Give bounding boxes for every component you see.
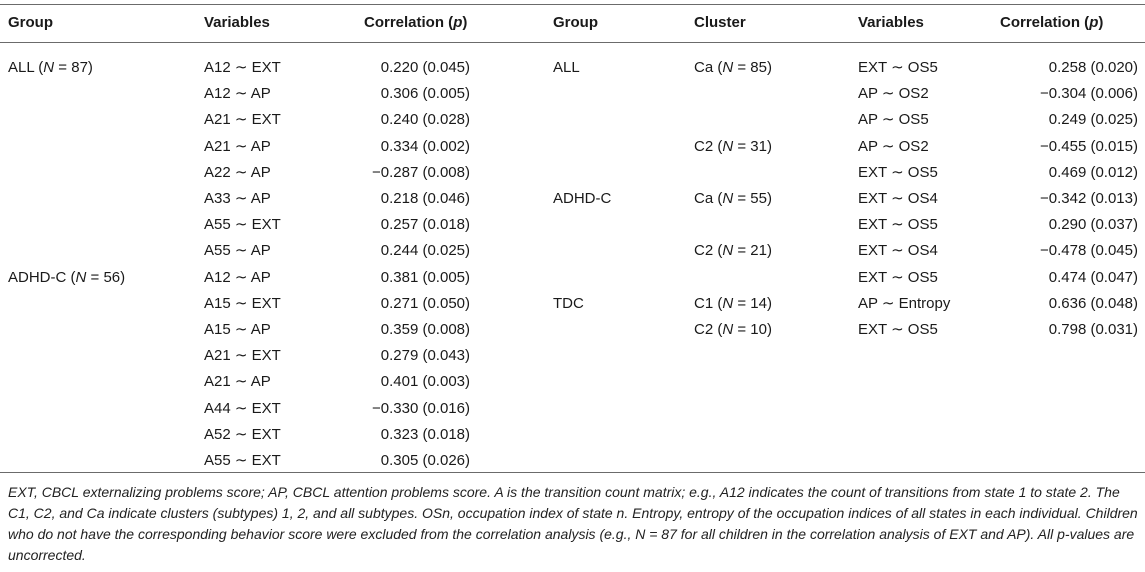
left-correlation-cell: 0.271 (0.050) <box>380 294 470 312</box>
right-variables-cell: EXT ∼ OS4 <box>858 190 938 207</box>
left-variables-cell: A21 ∼ AP <box>204 373 271 391</box>
right-group-label: ADHD-C <box>553 190 612 207</box>
right-cluster-label: C2 (N = 21) <box>694 242 772 260</box>
left-variables-cell: A55 ∼ EXT <box>204 216 281 234</box>
right-variables-cell: EXT ∼ OS5 <box>858 321 938 338</box>
right-variables-cell: AP ∼ OS2 <box>858 137 929 155</box>
left-correlation-cell: −0.330 (0.016) <box>372 399 470 417</box>
right-cluster-label: Ca (N = 85) <box>694 59 772 76</box>
right-cluster-label: C1 (N = 14) <box>694 294 772 312</box>
right-cluster-label: Ca (N = 55) <box>694 190 772 207</box>
left-correlation-cell: 0.359 (0.008) <box>380 321 470 338</box>
right-correlation-cell: 0.290 (0.037) <box>1048 216 1138 234</box>
right-variables-cell: EXT ∼ OS5 <box>858 216 938 234</box>
header-left-group: Group <box>8 14 53 31</box>
left-variables-cell: A21 ∼ AP <box>204 137 271 155</box>
right-correlation-cell: 0.469 (0.012) <box>1048 163 1138 181</box>
left-variables-cell: A15 ∼ AP <box>204 321 271 338</box>
header-right-cluster: Cluster <box>694 14 746 31</box>
right-group-label: ALL <box>553 59 580 76</box>
right-cluster-label: C2 (N = 10) <box>694 321 772 338</box>
left-correlation-cell: 0.401 (0.003) <box>380 373 470 391</box>
top-rule <box>0 4 1145 5</box>
header-right-correlation: Correlation (p) <box>1000 14 1104 31</box>
header-left-variables: Variables <box>204 14 270 31</box>
left-correlation-cell: 0.381 (0.005) <box>380 268 470 286</box>
header-right-variables: Variables <box>858 14 924 31</box>
right-correlation-cell: 0.258 (0.020) <box>1048 59 1138 76</box>
left-correlation-cell: −0.287 (0.008) <box>372 163 470 181</box>
right-variables-cell: EXT ∼ OS5 <box>858 163 938 181</box>
right-correlation-cell: −0.342 (0.013) <box>1040 190 1138 207</box>
header-rule <box>0 42 1145 43</box>
left-correlation-cell: 0.244 (0.025) <box>380 242 470 260</box>
right-correlation-cell: 0.798 (0.031) <box>1048 321 1138 338</box>
left-variables-cell: A12 ∼ AP <box>204 268 271 286</box>
header-left-correlation: Correlation (p) <box>364 14 468 31</box>
right-variables-cell: EXT ∼ OS5 <box>858 268 938 286</box>
right-correlation-cell: 0.474 (0.047) <box>1048 268 1138 286</box>
left-variables-cell: A55 ∼ AP <box>204 242 271 260</box>
right-group-label: TDC <box>553 294 584 312</box>
table-footnote: EXT, CBCL externalizing problems score; AP, CBCL attention problems score. A is the transition count matrix; e.g., A12 indicates the count of transitions from state 1 to state 2. The C1, C2, and Ca indicate clusters (subtypes) 1, 2, and all subtypes. OSn, occupation index of state n. Entropy, entropy of the occupation indices of all states in each individual. Children who do not have the corresponding behavior score were excluded from the correlation analysis (e.g., N = 87 for all children in the correlation analysis of EXT and AP). All p-values are uncorrected. <box>8 484 1138 563</box>
left-variables-cell: A12 ∼ EXT <box>204 59 281 76</box>
right-variables-cell: EXT ∼ OS4 <box>858 242 938 260</box>
left-variables-cell: A21 ∼ EXT <box>204 347 281 365</box>
right-cluster-label: C2 (N = 31) <box>694 137 772 155</box>
right-correlation-cell: −0.478 (0.045) <box>1040 242 1138 260</box>
left-correlation-cell: 0.305 (0.026) <box>380 452 470 469</box>
left-variables-cell: A33 ∼ AP <box>204 190 271 207</box>
right-correlation-cell: −0.304 (0.006) <box>1040 85 1138 103</box>
left-correlation-cell: 0.218 (0.046) <box>380 190 470 207</box>
bottom-rule <box>0 472 1145 473</box>
left-correlation-cell: 0.334 (0.002) <box>380 137 470 155</box>
right-correlation-cell: 0.636 (0.048) <box>1048 294 1138 312</box>
left-group-label: ADHD-C (N = 56) <box>8 268 126 286</box>
left-variables-cell: A21 ∼ EXT <box>204 111 281 129</box>
left-variables-cell: A55 ∼ EXT <box>204 452 281 469</box>
right-correlation-cell: 0.249 (0.025) <box>1048 111 1138 129</box>
left-variables-cell: A12 ∼ AP <box>204 85 271 103</box>
left-variables-cell: A15 ∼ EXT <box>204 294 281 312</box>
left-correlation-cell: 0.257 (0.018) <box>380 216 470 234</box>
left-group-label: ALL (N = 87) <box>8 59 93 76</box>
left-variables-cell: A44 ∼ EXT <box>204 399 281 417</box>
header-right-group: Group <box>553 14 598 31</box>
left-correlation-cell: 0.279 (0.043) <box>380 347 470 365</box>
right-variables-cell: AP ∼ OS2 <box>858 85 929 103</box>
left-correlation-cell: 0.220 (0.045) <box>380 59 470 76</box>
left-variables-cell: A22 ∼ AP <box>204 163 271 181</box>
right-variables-cell: AP ∼ OS5 <box>858 111 929 129</box>
left-correlation-cell: 0.306 (0.005) <box>380 85 470 103</box>
right-variables-cell: EXT ∼ OS5 <box>858 59 938 76</box>
left-variables-cell: A52 ∼ EXT <box>204 425 281 443</box>
right-correlation-cell: −0.455 (0.015) <box>1040 137 1138 155</box>
left-correlation-cell: 0.323 (0.018) <box>380 425 470 443</box>
right-variables-cell: AP ∼ Entropy <box>858 294 951 312</box>
left-correlation-cell: 0.240 (0.028) <box>380 111 470 129</box>
